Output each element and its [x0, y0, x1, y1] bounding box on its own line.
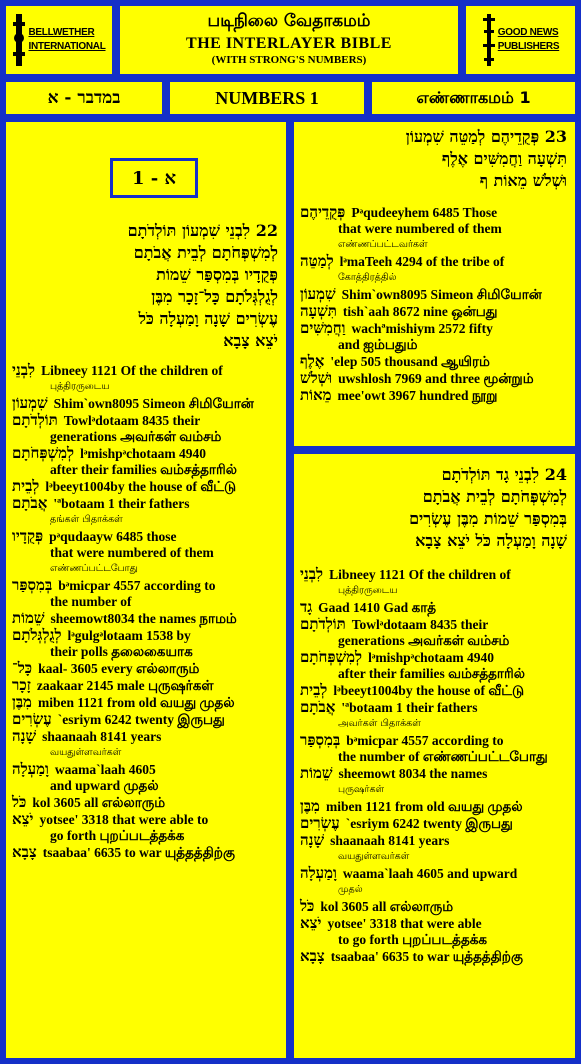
chapter-label: א - 1: [110, 158, 198, 198]
word-entry: [300, 682, 569, 699]
word-entry: [300, 353, 569, 370]
word-entry: [12, 528, 280, 577]
title-sub: (WITH STRONG'S NUMBERS): [211, 54, 367, 66]
transliteration-gloss: lᵊgulgᵊlotaam 1538 by: [67, 628, 191, 643]
word-entry: [300, 387, 569, 404]
gloss-continuation: and upward முதல்: [50, 778, 159, 793]
transliteration-gloss: Libneey 1121 Of the children of: [329, 567, 511, 582]
hebrew-word: עֶשְׂרִים: [300, 814, 340, 832]
gloss-continuation: their polls தலைகையாக: [50, 644, 193, 659]
verse-22-hebrew: [6, 220, 286, 352]
hebrew-word: לִבְנֵי: [300, 565, 324, 583]
hebrew-word: וָמַעְלָה: [12, 760, 49, 778]
verse-22-entries: [6, 362, 286, 861]
hebrew-word: וַחֲמִשִּׁים: [300, 319, 346, 337]
word-entry: [300, 253, 569, 286]
word-entry: [12, 362, 280, 395]
word-entry: [12, 445, 280, 478]
transliteration-gloss: kol 3605 all எல்லாரும்: [32, 795, 166, 810]
tamil-gloss: புத்திரருடைய: [338, 585, 398, 596]
word-entry: [300, 898, 569, 915]
word-entry: [12, 495, 280, 528]
transliteration-gloss: waama`laah 4605 and upward: [342, 866, 518, 881]
good-news-mark-icon: [482, 12, 496, 68]
word-entry: [12, 844, 280, 861]
tamil-gloss: அவர்கள் பிதாக்கள்: [338, 718, 421, 729]
title-block: [117, 3, 461, 77]
transliteration-gloss: tsaabaa' 6635 to war யுத்தத்திற்கு: [42, 845, 235, 860]
tamil-gloss: முதல்: [338, 884, 363, 895]
word-entry: [300, 815, 569, 832]
word-entry: [300, 699, 569, 732]
verse-24-entries: [294, 566, 575, 965]
gloss-continuation: after their families வம்சத்தாரில்: [338, 666, 525, 681]
transliteration-gloss: tsaabaa' 6635 to war யுத்தத்திற்கு: [330, 949, 523, 964]
hebrew-word: לְמַטֵּה: [300, 252, 334, 270]
hebrew-word: לְמִשְׁפְּחֹתָם: [12, 444, 75, 462]
hebrew-word: אֲבֹתָם: [300, 698, 336, 716]
hebrew-word: לְבֵית: [300, 681, 328, 699]
word-entry: [300, 566, 569, 599]
tamil-gloss: எண்ணப்பட்டபோது: [50, 563, 138, 574]
transliteration-gloss: yotsee' 3318 that were able to: [39, 812, 209, 827]
transliteration-gloss: zaakaar 2145 male புருஷர்கள்: [36, 678, 214, 693]
hebrew-word: בְּמִסְפַּר: [300, 731, 341, 749]
hebrew-word: שָׁנָה: [300, 831, 325, 849]
transliteration-gloss: yotsee' 3318 that were able: [327, 916, 482, 931]
hebrew-word: כֹּל: [300, 897, 315, 915]
hebrew-word: פְּקֻדֵיהֶם: [300, 203, 346, 221]
transliteration-gloss: `esriym 6242 twenty இருபது: [345, 816, 513, 831]
logo-right-line-2: PUBLISHERS: [497, 41, 560, 52]
book-hebrew: במדבר - א: [3, 79, 165, 117]
hebrew-word: שֵׁמוֹת: [12, 609, 45, 627]
transliteration-gloss: 'elep 505 thousand ஆயிரம்: [330, 354, 490, 369]
verse-line: וּשְׁלֹשׁ מֵאוֹת ף: [479, 171, 567, 190]
verse-24-hebrew: [294, 464, 575, 552]
transliteration-gloss: Shim`own8095 Simeon சிமியோன்: [53, 396, 254, 411]
transliteration-gloss: uwshlosh 7969 and three மூன்றும்: [338, 371, 534, 386]
hebrew-word: תּוֹלְדֹתָם: [300, 615, 346, 633]
hebrew-word: בְּמִסְפַּר: [12, 576, 53, 594]
verse-line: בְּמִסְפַּר שֵׁמוֹת מִבֶּן עֶשְׂרִים: [409, 509, 567, 528]
transliteration-gloss: Shim`own8095 Simeon சிமியோன்: [341, 287, 542, 302]
tamil-gloss: புருஷர்கள்: [338, 784, 385, 795]
hebrew-word: שֵׁמוֹת: [300, 764, 333, 782]
hebrew-word: אֶלֶף: [300, 352, 325, 370]
transliteration-gloss: Towlᵊdotaam 8435 their: [351, 617, 489, 632]
gloss-continuation: go forth புறப்படத்தக்க: [50, 828, 185, 843]
hebrew-word: מִבֶּן: [300, 797, 320, 815]
transliteration-gloss: lᵊbeeyt1004by the house of வீட்டு: [45, 479, 237, 494]
verse-line: 24 לִבְנֵי גָד תּוֹלְדֹתָם: [441, 465, 567, 484]
transliteration-gloss: bᵊmicpar 4557 according to: [346, 733, 504, 748]
verse-line: לְגֻלְגְּלֹתָם כָּל־זָכָר מִבֶּן: [151, 287, 278, 306]
verse-23-panel: [291, 119, 578, 449]
word-entry: [12, 728, 280, 761]
hebrew-word: צָבָא: [300, 947, 325, 965]
word-entry: [300, 616, 569, 649]
word-entry: [12, 761, 280, 794]
word-entry: [300, 765, 569, 798]
verse-22-panel: [3, 119, 289, 1061]
hebrew-word: פְּקֻדָיו: [12, 527, 44, 545]
transliteration-gloss: miben 1121 from old வயது முதல்: [325, 799, 523, 814]
transliteration-gloss: mee'owt 3967 hundred நூறு: [337, 388, 498, 403]
hebrew-word: לְמִשְׁפְּחֹתָם: [300, 648, 363, 666]
logo-left-line-2: INTERNATIONAL: [28, 41, 106, 52]
book-tamil: எண்ணாகமம் 1: [369, 79, 578, 117]
transliteration-gloss: bᵊmicpar 4557 according to: [58, 578, 216, 593]
title-main: THE INTERLAYER BIBLE: [186, 35, 392, 52]
hebrew-word: עֶשְׂרִים: [12, 710, 52, 728]
hebrew-word: תּוֹלְדֹתָם: [12, 411, 58, 429]
hebrew-word: לְבֵית: [12, 477, 40, 495]
bellwether-mark-icon: [12, 12, 26, 68]
transliteration-gloss: Pᵊqudeeyhem 6485 Those: [351, 205, 498, 220]
hebrew-word: יֹצֵא: [12, 810, 34, 828]
word-entry: [12, 610, 280, 627]
word-entry: [300, 370, 569, 387]
verse-line: 22 לִבְנֵי שִׁמְעוֹן תּוֹלְדֹתָם: [127, 221, 278, 240]
transliteration-gloss: waama`laah 4605: [54, 762, 156, 777]
word-entry: [12, 478, 280, 495]
hebrew-word: מֵאוֹת: [300, 386, 332, 404]
logo-right-line-1: GOOD NEWS: [497, 27, 559, 38]
transliteration-gloss: 'ªbotaam 1 their fathers: [341, 700, 478, 715]
transliteration-gloss: `esriym 6242 twenty இருபது: [57, 712, 225, 727]
verse-line: עֶשְׂרִים שָׁנָה וָמַעְלָה כֹּל: [138, 309, 278, 328]
word-entry: [300, 599, 569, 616]
transliteration-gloss: lᵊmaTeeh 4294 of the tribe of: [339, 254, 505, 269]
hebrew-word: צָבָא: [12, 843, 37, 861]
word-entry: [12, 694, 280, 711]
transliteration-gloss: shaanaah 8141 years: [330, 833, 450, 848]
tamil-gloss: எண்ணப்பட்டவர்கள்: [338, 239, 428, 250]
gloss-continuation: to go forth புறப்படத்தக்க: [338, 932, 488, 947]
word-entry: [300, 732, 569, 765]
hebrew-word: יֹצֵא: [300, 914, 322, 932]
word-entry: [300, 798, 569, 815]
transliteration-gloss: shaanaah 8141 years: [42, 729, 162, 744]
verse-line: לְמִשְׁפְּחֹתָם לְבֵית אֲבֹתָם: [133, 243, 278, 262]
verse-line: יֹצֵא צָבָא: [223, 331, 278, 350]
gloss-continuation: after their families வம்சத்தாரில்: [50, 462, 237, 477]
tamil-gloss: புத்திரருடைய: [50, 381, 110, 392]
word-entry: [12, 677, 280, 694]
hebrew-word: לִבְנֵי: [12, 361, 36, 379]
word-entry: [300, 303, 569, 320]
transliteration-gloss: Libneey 1121 Of the children of: [41, 363, 223, 378]
word-entry: [12, 412, 280, 445]
transliteration-gloss: tish`aah 8672 nine ஒன்பது: [342, 304, 498, 319]
verse-23-entries: [294, 204, 575, 404]
word-entry: [300, 865, 569, 898]
gloss-continuation: the number of: [50, 594, 132, 609]
tamil-gloss: வயதுள்ளவர்கள்: [338, 851, 410, 862]
gloss-continuation: generations அவர்கள் வம்சம்: [338, 633, 510, 648]
verse-23-hebrew: [294, 126, 575, 192]
verse-line: לְמִשְׁפְּחֹתָם לְבֵית אֲבֹתָם: [422, 487, 567, 506]
word-entry: [300, 832, 569, 865]
transliteration-gloss: Towlᵊdotaam 8435 their: [63, 413, 201, 428]
word-entry: [300, 649, 569, 682]
gloss-continuation: that were numbered of them: [338, 221, 502, 236]
transliteration-gloss: lᵊbeeyt1004by the house of வீட்டு: [333, 683, 525, 698]
tamil-gloss: தங்கள் பிதாக்கள்: [50, 514, 123, 525]
word-entry: [300, 286, 569, 303]
transliteration-gloss: lᵊmishpᵊchotaam 4940: [368, 650, 494, 665]
transliteration-gloss: sheemowt8034 the names நாமம்: [50, 611, 237, 626]
title-tamil: படிநிலை வேதாகமம்: [207, 11, 371, 31]
word-entry: [300, 915, 569, 948]
hebrew-word: תִּשְׁעָה: [300, 302, 337, 320]
hebrew-word: גָד: [300, 598, 313, 616]
word-entry: [12, 794, 280, 811]
word-entry: [12, 577, 280, 610]
hebrew-word: לְגֻלְגְּלֹתָם: [12, 626, 62, 644]
transliteration-gloss: kol 3605 all எல்லாரும்: [320, 899, 454, 914]
transliteration-gloss: kaal- 3605 every எல்லாரும்: [38, 661, 200, 676]
transliteration-gloss: lᵊmishpᵊchotaam 4940: [80, 446, 206, 461]
transliteration-gloss: Gaad 1410 Gad காத்: [318, 600, 437, 615]
word-entry: [12, 660, 280, 677]
logo-left-line-1: BELLWETHER: [28, 27, 95, 38]
bellwether-logo: [3, 3, 115, 77]
verse-line: תִּשְׁעָה וַחֲמִשִּׁים אֶלֶף: [441, 149, 567, 168]
verse-24-panel: [291, 451, 578, 1061]
transliteration-gloss: wachªmishiym 2572 fifty: [351, 321, 493, 336]
tamil-gloss: கோத்திரத்தில்: [338, 272, 397, 283]
gloss-continuation: generations அவர்கள் வம்சம்: [50, 429, 222, 444]
book-english: NUMBERS 1: [167, 79, 367, 117]
hebrew-word: כֹּל: [12, 793, 27, 811]
transliteration-gloss: 'ªbotaam 1 their fathers: [53, 496, 190, 511]
transliteration-gloss: miben 1121 from old வயது முதல்: [37, 695, 235, 710]
tamil-gloss: வயதுள்ளவர்கள்: [50, 747, 122, 758]
verse-line: שָׁנָה וָמַעְלָה כֹּל יֹצֵא צָבָא: [415, 531, 567, 550]
transliteration-gloss: pᵊqudaayw 6485 those: [49, 529, 177, 544]
word-entry: [12, 395, 280, 412]
verse-line: 23 פְּקֻדֵיהֶם לְמַטֵּה שִׁמְעוֹן: [405, 127, 567, 146]
hebrew-word: וּשְׁלֹשׁ: [300, 369, 333, 387]
hebrew-word: שִׁמְעוֹן: [12, 394, 48, 412]
verse-line: פְּקֻדָיו בְּמִסְפַּר שֵׁמוֹת: [156, 265, 278, 284]
word-entry: [12, 627, 280, 660]
hebrew-word: אֲבֹתָם: [12, 494, 48, 512]
hebrew-word: וָמַעְלָה: [300, 864, 337, 882]
good-news-logo: [463, 3, 578, 77]
word-entry: [12, 811, 280, 844]
word-entry: [300, 948, 569, 965]
hebrew-word: שִׁמְעוֹן: [300, 285, 336, 303]
word-entry: [300, 204, 569, 253]
hebrew-word: שָׁנָה: [12, 727, 37, 745]
word-entry: [12, 711, 280, 728]
gloss-continuation: the number of எண்ணப்பட்டபோது: [338, 749, 548, 764]
transliteration-gloss: sheemowt 8034 the names: [338, 766, 488, 781]
word-entry: [300, 320, 569, 353]
hebrew-word: מִבֶּן: [12, 693, 32, 711]
hebrew-word: כָּל־: [12, 659, 33, 677]
gloss-continuation: that were numbered of them: [50, 545, 214, 560]
gloss-continuation: and ஐம்பதும்: [338, 337, 418, 352]
hebrew-word: זָכָר: [12, 676, 31, 694]
